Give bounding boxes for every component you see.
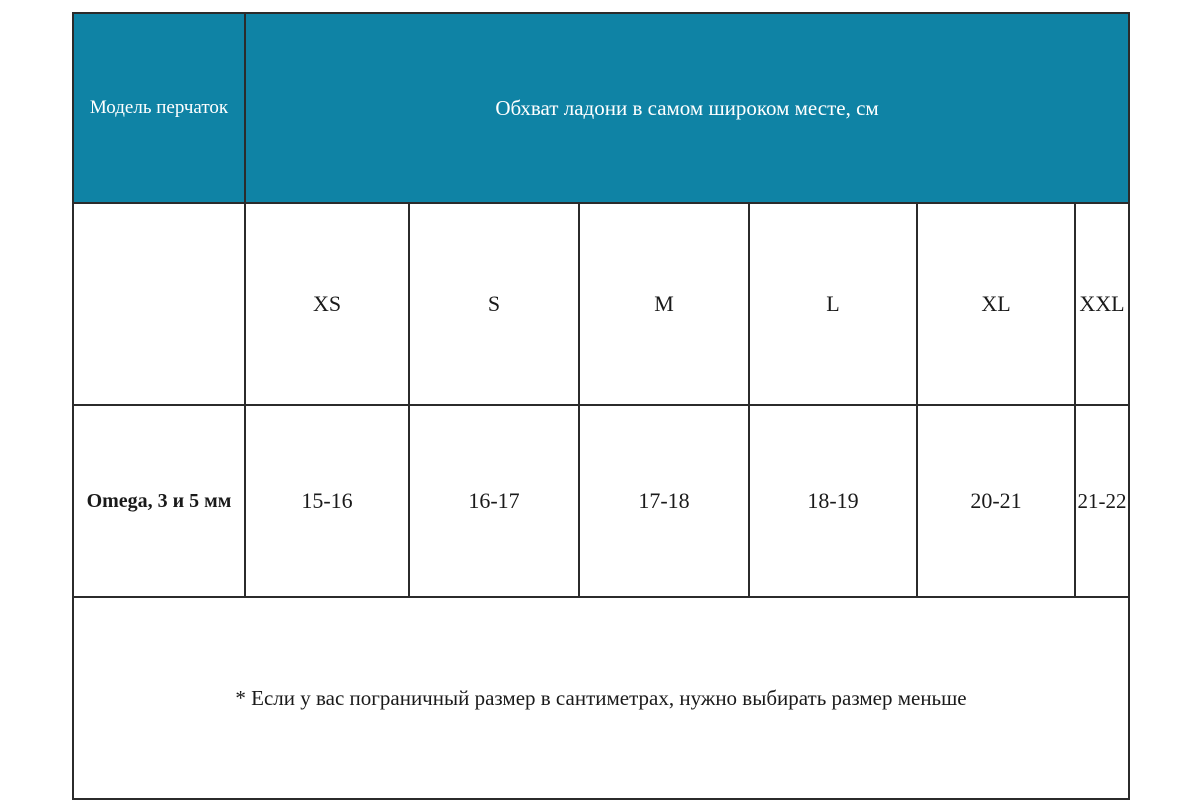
table-footnote-row xyxy=(73,597,1129,799)
row-value-xxl: 21-22 xyxy=(1075,405,1129,597)
row-value-s: 16-17 xyxy=(409,405,579,597)
size-table-container xyxy=(72,12,1128,800)
row-value-xl: 20-21 xyxy=(917,405,1075,597)
header-model-label: Модель перчаток xyxy=(73,13,245,203)
row-value-l: 18-19 xyxy=(749,405,917,597)
table-header-row xyxy=(73,13,1129,203)
row-value-m: 17-18 xyxy=(579,405,749,597)
footnote-text: * Если у вас пограничный размер в сантиметрах, нужно выбирать размер меньше xyxy=(73,597,1129,799)
size-cell-m: M xyxy=(579,203,749,405)
table-row xyxy=(73,405,1129,597)
glove-size-table xyxy=(72,12,1130,800)
size-cell-l: L xyxy=(749,203,917,405)
row-model-name: Omega, 3 и 5 мм xyxy=(73,405,245,597)
header-measure-label: Обхват ладони в самом широком месте, см xyxy=(245,13,1129,203)
size-cell-xs: XS xyxy=(245,203,409,405)
table-size-row xyxy=(73,203,1129,405)
size-cell-xl: XL xyxy=(917,203,1075,405)
size-row-blank-cell xyxy=(73,203,245,405)
size-cell-xxl: XXL xyxy=(1075,203,1129,405)
row-value-xs: 15-16 xyxy=(245,405,409,597)
size-cell-s: S xyxy=(409,203,579,405)
